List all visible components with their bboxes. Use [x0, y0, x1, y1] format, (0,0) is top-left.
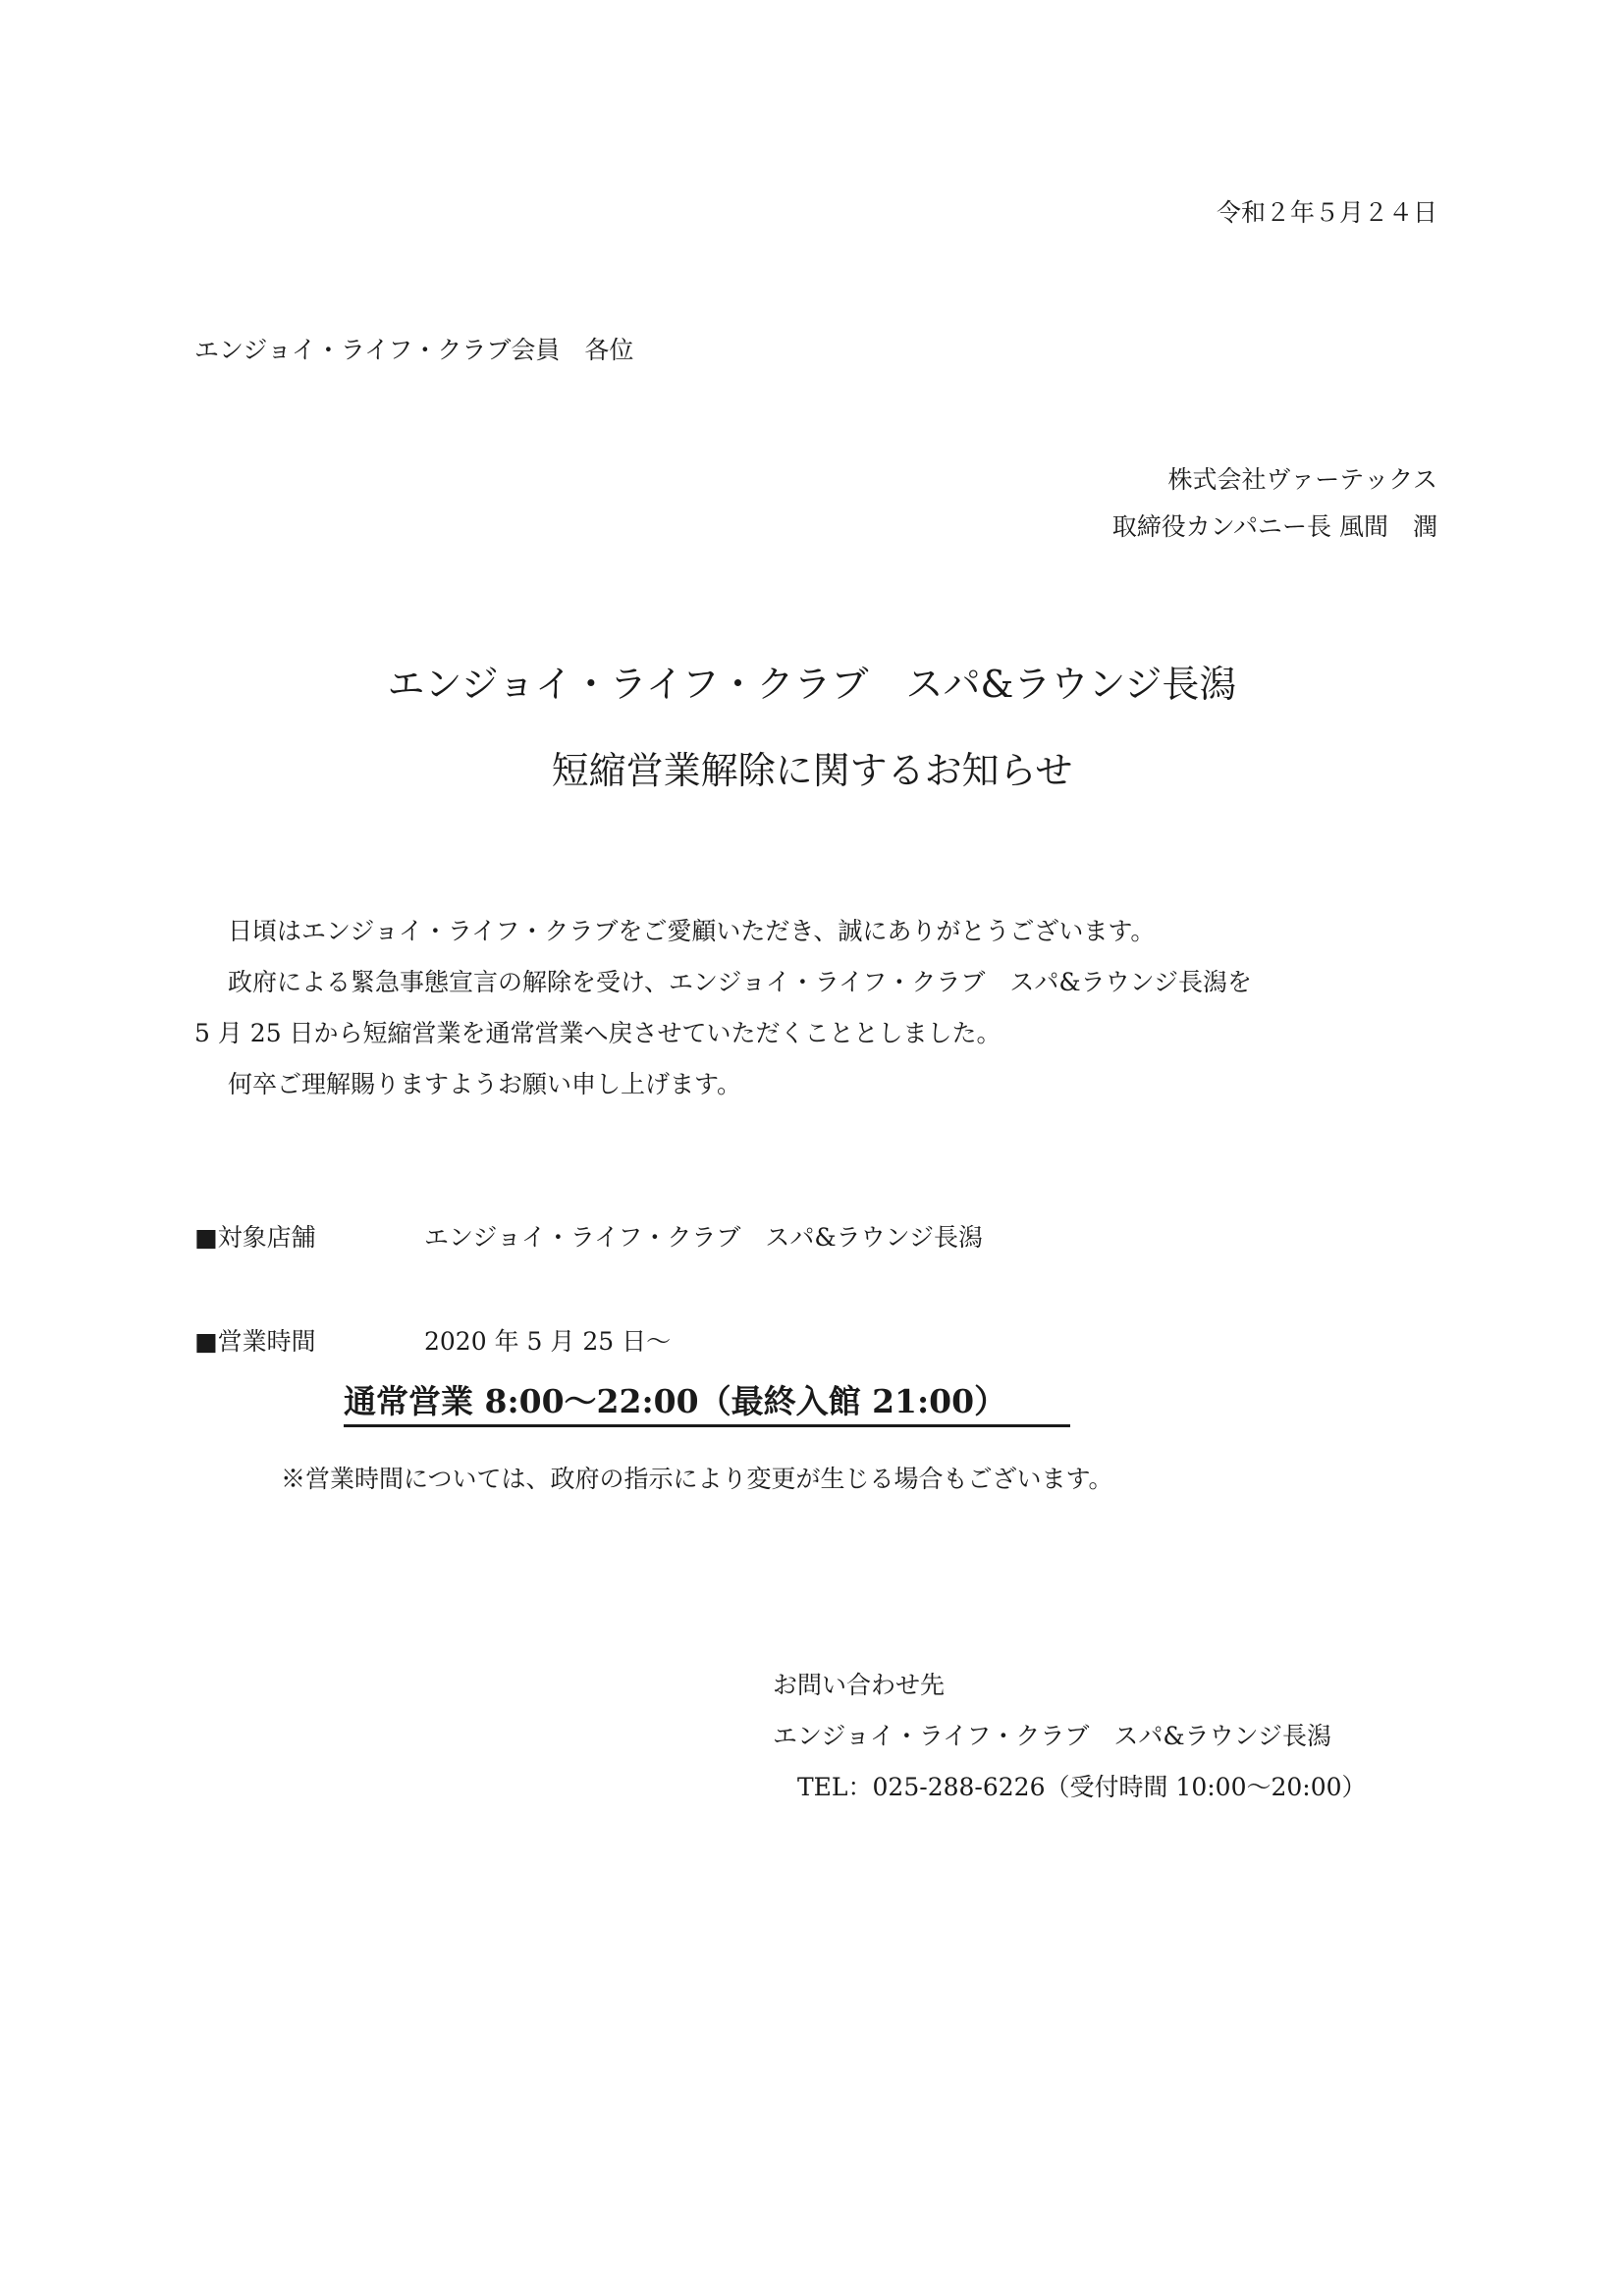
title-line-2: 短縮営業解除に関するお知らせ [551, 749, 1073, 792]
store-value: エンジョイ・ライフ・クラブ スパ&ラウンジ長潟 [424, 1223, 984, 1252]
store-label: ■対象店舗 [194, 1223, 316, 1252]
contact-heading: お問い合わせ先 [773, 1671, 946, 1699]
hours-note: ※営業時間については、政府の指示により変更が生じる場合もございます。 [281, 1465, 1113, 1493]
addressee: エンジョイ・ライフ・クラブ会員 各位 [194, 336, 634, 364]
body-paragraph-3: 5 月 25 日から短縮営業を通常営業へ戻させていただくこととしました。 [194, 1019, 1001, 1047]
contact-tel: TEL：025-288-6226（受付時間 10:00～20:00） [797, 1773, 1367, 1801]
body-paragraph-2: 政府による緊急事態宣言の解除を受け、エンジョイ・ライフ・クラブ スパ&ラウンジ長潟を [228, 968, 1253, 996]
hours-main-underline [344, 1424, 1070, 1427]
sender-company: 株式会社ヴァーテックス [1167, 465, 1437, 494]
hours-main: 通常営業 8:00～22:00（最終入館 21:00） [344, 1382, 1007, 1420]
contact-name: エンジョイ・ライフ・クラブ スパ&ラウンジ長潟 [773, 1722, 1332, 1750]
sender-person: 取締役カンパニー長 風間 潤 [1111, 512, 1437, 541]
document-date: 令和２年５月２４日 [1216, 198, 1437, 227]
body-paragraph-4: 何卒ご理解賜りますようお願い申し上げます。 [228, 1070, 742, 1098]
hours-label: ■営業時間 [194, 1327, 316, 1356]
title-line-1: エンジョイ・ライフ・クラブ スパ&ラウンジ長潟 [387, 663, 1237, 706]
body-paragraph-1: 日頃はエンジョイ・ライフ・クラブをご愛顧いただき、誠にありがとうございます。 [228, 917, 1156, 945]
hours-value: 2020 年 5 月 25 日～ [424, 1327, 672, 1356]
